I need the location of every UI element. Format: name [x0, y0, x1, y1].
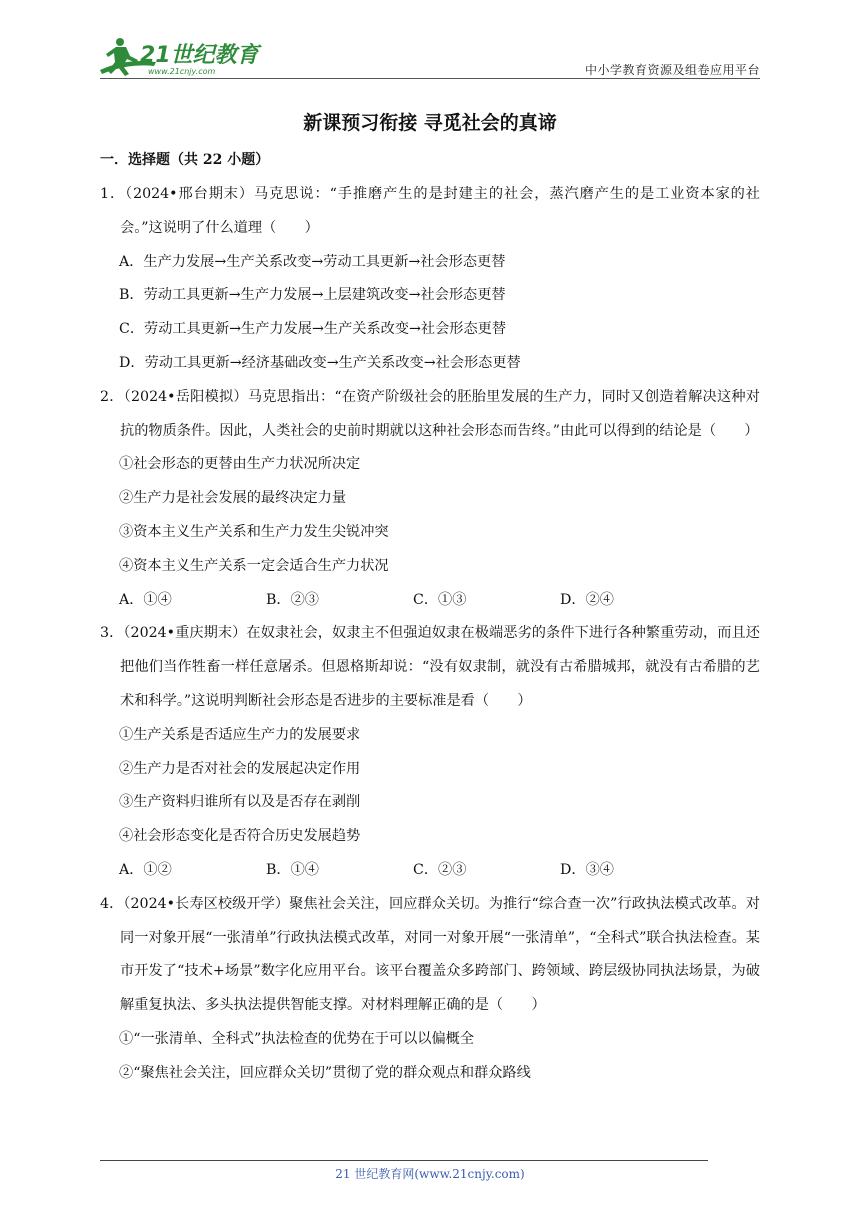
section-heading: 一．选择题（共 22 小题）: [100, 152, 270, 168]
statement-4: ④资本主义生产关系一定会适合生产力状况: [119, 557, 389, 574]
option-b[interactable]: B．①④: [266, 861, 319, 878]
question-stem: 1．（2024•邢台期末）马克思说：“手推磨产生的是封建主的社会，蒸汽磨产生的是工业资本家的社会。”这说明了什么道理（ ）: [100, 186, 760, 236]
statement-1: ①“一张清单、全科式”执法检查的优势在于可以以偏概全: [119, 1030, 475, 1047]
footer-link[interactable]: 21 世纪教育网(www.21cnjy.com): [335, 1167, 525, 1181]
site-logo[interactable]: [96, 36, 266, 78]
option-c[interactable]: C．②③: [413, 861, 467, 878]
svg-text:21世纪教育: 21世纪教育: [140, 43, 259, 68]
statement-4: ④社会形态变化是否符合历史发展趋势: [119, 828, 361, 845]
statement-2: ②“聚焦社会关注，回应群众关切”贯彻了党的群众观点和群众路线: [119, 1064, 531, 1081]
question-list: [100, 178, 760, 1091]
svg-text:www.21cnjy.com: www.21cnjy.com: [148, 67, 216, 76]
option-c[interactable]: C．劳动工具更新→生产力发展→生产关系改变→社会形态更替: [119, 321, 507, 338]
statement-2: ②生产力是社会发展的最终决定力量: [119, 490, 347, 507]
option-a[interactable]: A．①②: [119, 861, 172, 878]
option-b[interactable]: B．②③: [266, 591, 319, 608]
question-3: [100, 617, 760, 887]
statement-1: ①社会形态的更替由生产力状况所决定: [119, 456, 361, 473]
option-d[interactable]: D．②④: [560, 591, 614, 608]
option-a[interactable]: A．生产力发展→生产关系改变→劳动工具更新→社会形态更替: [119, 253, 506, 270]
header-divider: [100, 78, 760, 79]
statement-1: ①生产关系是否适应生产力的发展要求: [119, 726, 361, 743]
option-d[interactable]: D．③④: [560, 861, 614, 878]
option-c[interactable]: C．①③: [413, 591, 467, 608]
question-stem: 2．（2024•岳阳模拟）马克思指出：“在资产阶级社会的胚胎里发展的生产力，同时又创造着解决这种对抗的物质条件。因此，人类社会的史前时期就以这种社会形态而告终。”由此可以得到的结论是（ ）: [100, 388, 760, 439]
runner-logo-icon: [96, 36, 266, 78]
option-d[interactable]: D．劳动工具更新→经济基础改变→生产关系改变→社会形态更替: [119, 354, 521, 371]
question-stem: 4．（2024•长寿区校级开学）聚焦社会关注，回应群众关切。为推行“综合查一次”行政执法模式改革。对同一对象开展“一张清单”行政执法模式改革，对同一对象开展“一张清单”，“全科式”联合执法检查。某市开发了“技术+场景”数字化应用平台。该平台覆盖众多跨部门、跨领域、跨层级协同执法场景，为破解重复执法、多头执法提供智能支撑。对材料理解正确的是（ ）: [100, 895, 760, 1014]
question-2: [100, 381, 760, 618]
question-1: [100, 178, 760, 381]
statement-3: ③生产资料归谁所有以及是否存在剥削: [119, 794, 361, 811]
page-title: 新课预习衔接 寻觅社会的真谛: [303, 112, 557, 134]
question-4: [100, 888, 760, 1091]
option-b[interactable]: B．劳动工具更新→生产力发展→上层建筑改变→社会形态更替: [119, 287, 506, 304]
statement-2: ②生产力是否对社会的发展起决定作用: [119, 760, 361, 777]
answer-options: [100, 584, 760, 618]
question-stem: 3．（2024•重庆期末）在奴隶社会，奴隶主不但强迫奴隶在极端恶劣的条件下进行各种繁重劳动，而且还把他们当作牲畜一样任意屠杀。但恩格斯却说：“没有奴隶制，就没有古希腊城邦，就没有古希腊的艺术和科学。”这说明判断社会形态是否进步的主要标准是看（ ）: [100, 625, 760, 709]
option-a[interactable]: A．①④: [119, 591, 172, 608]
answer-options: [100, 854, 760, 888]
footer-divider: [100, 1160, 708, 1161]
statement-3: ③资本主义生产关系和生产力发生尖锐冲突: [119, 523, 389, 540]
platform-name: 中小学教育资源及组卷应用平台: [584, 63, 760, 77]
page-header: [0, 0, 860, 80]
